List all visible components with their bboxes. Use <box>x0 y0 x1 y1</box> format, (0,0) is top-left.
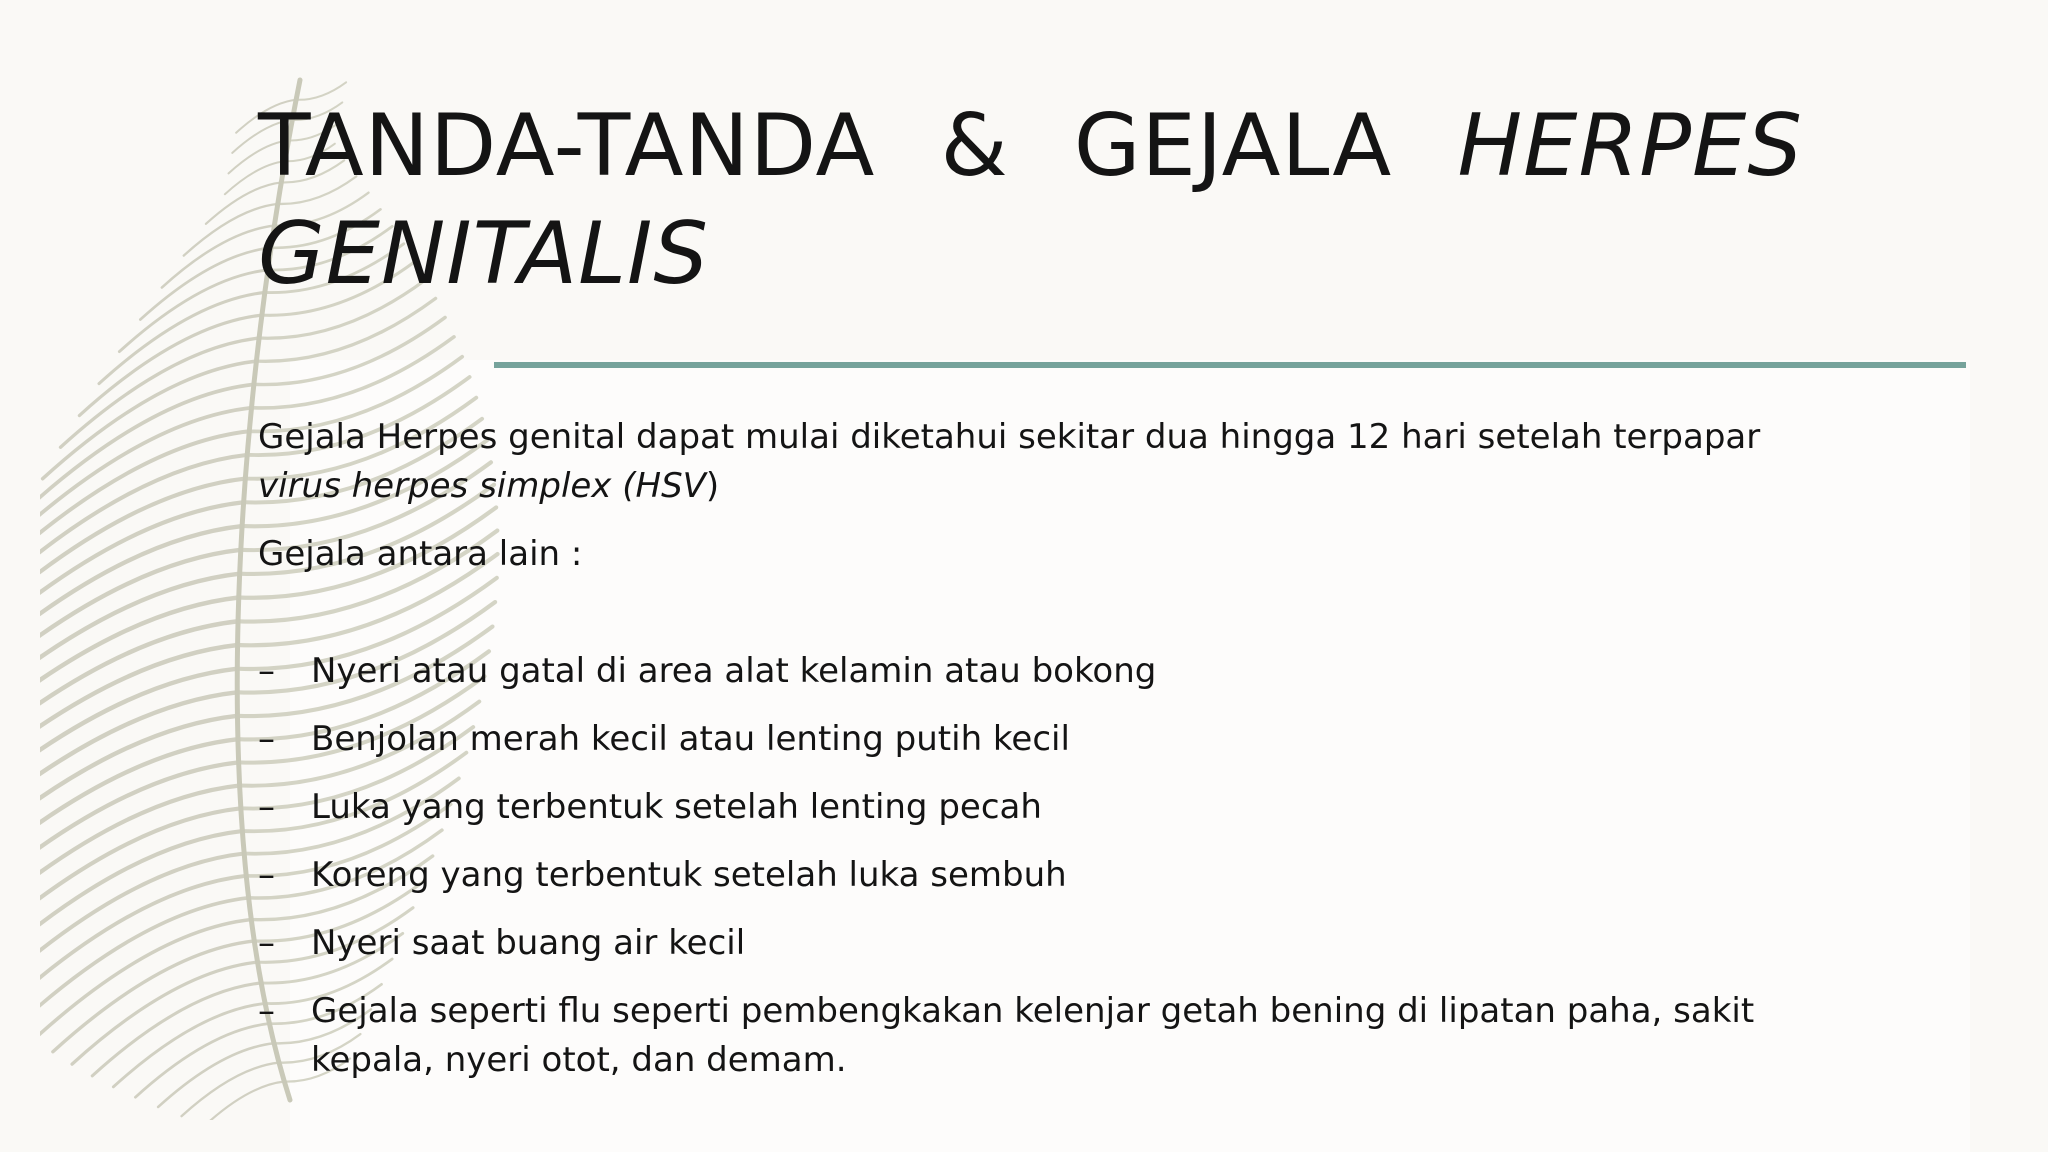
list-item-text: Koreng yang terbentuk setelah luka sembuh <box>311 855 1067 895</box>
leaf-frond <box>40 574 240 741</box>
bullet-dash: – <box>258 787 275 827</box>
leaf-frond <box>92 983 261 1076</box>
leaf-frond <box>254 317 445 384</box>
leaf-frond <box>158 1043 274 1107</box>
list-item-text: Luka yang terbentuk setelah lenting pecah <box>311 787 1042 827</box>
list-item <box>258 919 1771 968</box>
bullet-dash: – <box>258 719 275 759</box>
title-word-2: & <box>940 96 1009 196</box>
leaf-frond <box>135 1024 269 1098</box>
title-word-1: TANDA-TANDA <box>258 96 876 196</box>
list-item-text: Nyeri atau gatal di area alat kelamin atau bokong <box>311 651 1157 691</box>
leaf-frond <box>99 292 265 383</box>
title-word-3: GEJALA <box>1073 96 1393 196</box>
title-row-1 <box>258 92 1803 200</box>
list-item <box>258 987 1811 1085</box>
bullet-dash: – <box>258 991 275 1031</box>
leaf-frond <box>40 876 246 1010</box>
symptoms-label: Gejala antara lain : <box>258 534 583 574</box>
list-item <box>258 715 1771 764</box>
list-item-text: Nyeri saat buang air kecil <box>311 923 746 963</box>
bullet-dash: – <box>258 651 275 691</box>
intro-paragraph <box>258 413 1818 511</box>
symptom-list <box>258 647 1818 1085</box>
slide-body <box>258 413 1818 1104</box>
list-item <box>258 783 1771 832</box>
leaf-frond <box>40 716 237 883</box>
leaf-frond <box>40 408 251 541</box>
intro-italic-text: virus herpes simplex (HSV <box>258 466 706 506</box>
intro-text: Gejala Herpes genital dapat mulai diketahui sekitar dua hingga 12 hari setelah terpapar <box>258 417 1761 457</box>
title-word-4: HERPES <box>1457 96 1803 196</box>
leaf-frond <box>251 337 453 408</box>
list-item-text: Gejala seperti flu seperti pembengkakan kelenjar getah bening di lipatan paha, sakit kepala, nyeri otot, dan demam. <box>311 991 1755 1080</box>
list-item <box>258 647 1771 696</box>
slide-title <box>258 92 1803 308</box>
title-row-2: GENITALIS <box>258 204 710 304</box>
intro-closing: ) <box>705 466 720 506</box>
bullet-dash: – <box>258 855 275 895</box>
list-item <box>258 851 1771 900</box>
leaf-frond <box>40 550 241 714</box>
list-item-text: Benjolan merah kecil atau lenting putih kecil <box>311 719 1070 759</box>
accent-divider <box>494 362 1966 368</box>
leaf-frond <box>40 762 239 923</box>
bullet-dash: – <box>258 923 275 963</box>
